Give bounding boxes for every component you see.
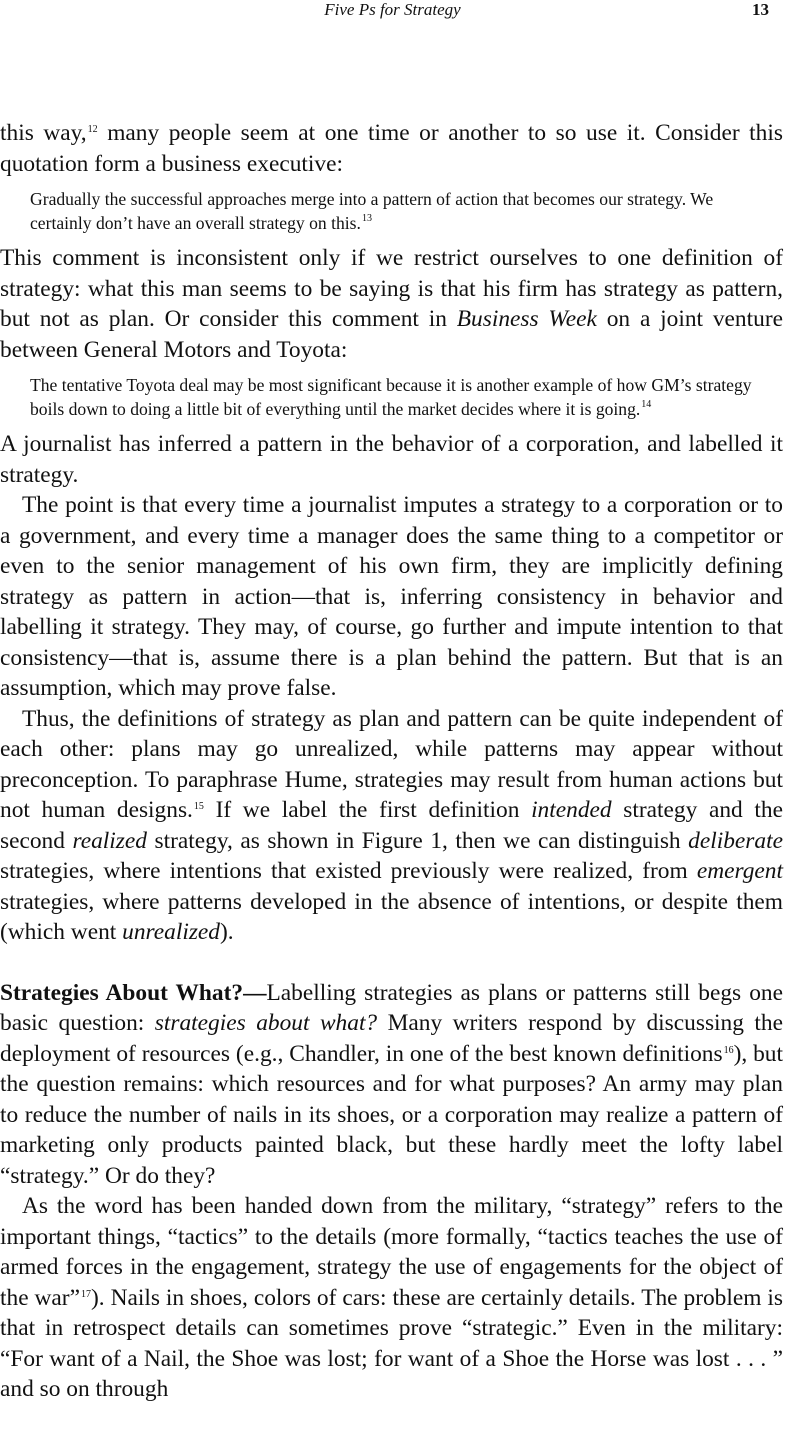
- text-run: This comment is inconsistent only if we restrict ourselves to one definition of strategy: what this man seems to be saying is that his firm has strategy as pattern, but not as plan. Or consider this comment in: [0, 245, 783, 332]
- text-run: Thus, the definitions of strategy as plan and pattern can be quite independent of each other: plans may go unrealized, while patterns may appear without preconception. To paraphrase Hume, strategies may result from human actions but not human designs.: [0, 705, 783, 823]
- text-run: strategy, as shown in Figure 1, then we can distinguish: [146, 827, 689, 854]
- text-run: As the word has been handed down from the military, “strategy” refers to the important things, “tactics” to the details (more formally, “tactics teaches the use of armed forces in the engagement, strategy the use of engagements for the object of the war”: [0, 1193, 783, 1311]
- footnote-ref-14: 14: [641, 399, 652, 410]
- term-deliberate: deliberate: [688, 827, 783, 854]
- footnote-ref-15: 15: [193, 801, 204, 812]
- paragraph-2: [0, 243, 783, 365]
- section-gap: [0, 948, 783, 978]
- footnote-ref-12: 12: [87, 124, 98, 135]
- text-run: Labelling strategies as plans or patterns still begs one basic question:: [0, 979, 783, 1036]
- text-run: many people seem at one time or another to so use it. Consider this quotation form a business executive:: [0, 120, 783, 177]
- running-title: Five Ps for Strategy: [324, 0, 461, 19]
- term-unrealized: unrealized: [122, 919, 221, 945]
- page-body: [0, 118, 785, 1405]
- paragraph-1: [0, 118, 783, 179]
- block-quote-executive: [30, 187, 770, 235]
- page-header: [0, 0, 785, 24]
- text-run: strategy and the second: [0, 797, 783, 854]
- magazine-title: Business Week: [456, 306, 597, 332]
- paragraph-7: [0, 1191, 783, 1405]
- text-run: ). Nails in shoes, colors of cars: these are certainly details. The problem is that in retrospect details can sometimes prove “strategic.” Even in the military: “For want of a Nail, the Shoe was lost; for want of a Shoe the Horse was lost . . . ” and so on through: [0, 1284, 784, 1402]
- term-emergent: emergent: [696, 858, 783, 884]
- block-quote-business-week: [30, 373, 770, 421]
- quote-text: The tentative Toyota deal may be most significant because it is another example of how GM’s strategy boils down to doing a little bit of everything until the market decides where it is going.: [30, 375, 752, 419]
- term-intended: intended: [531, 797, 612, 823]
- section-heading: Strategies About What?—: [0, 979, 267, 1006]
- footnote-ref-17: 17: [80, 1288, 91, 1300]
- text-run: ).: [220, 919, 234, 945]
- paragraph-4: The point is that every time a journalist imputes a strategy to a corporation or to a government, and every time a manager does the same thing to a competitor or even to the senior management of his own firm, they are implicitly defining strategy as pattern in action—that is, inferring consistency in behavior and labelling it strategy. They may, of course, go further and impute intention to that consistency—that is, assume there is a plan behind the pattern. But that is an assumption, which may prove false.: [0, 492, 783, 701]
- page-number: 13: [752, 0, 769, 19]
- text-run: strategies, where intentions that existed previously were realized, from: [0, 858, 697, 884]
- paragraph-5: [0, 704, 783, 948]
- footnote-ref-13: 13: [361, 213, 372, 224]
- text-run: ), but the question remains: which resources and for what purposes? An army may plan to reduce the number of nails in its shoes, or a corporation may realize a pattern of marketing only products painted black, but these hardly meet the lofty label “strategy.” Or do they?: [0, 1040, 783, 1189]
- text-run: Many writers respond by discussing the deployment of resources (e.g., Chandler, in one of the best known definitions: [0, 1010, 783, 1067]
- paragraph-6: [0, 978, 783, 1192]
- text-run: strategies, where patterns developed in the absence of intentions, or despite them (which went: [0, 888, 783, 945]
- text-run: If we label the first definition: [203, 797, 532, 823]
- paragraph-3: A journalist has inferred a pattern in the behavior of a corporation, and labelled it strategy.: [0, 431, 783, 488]
- quote-text: Gradually the successful approaches merge into a pattern of action that becomes our strategy. We certainly don’t have an overall strategy on this.: [30, 189, 714, 233]
- text-run: on a joint venture between General Motors and Toyota:: [0, 306, 783, 363]
- text-run: this way,: [0, 120, 87, 146]
- question-emphasis: strategies about what?: [154, 1010, 378, 1036]
- footnote-ref-16: 16: [723, 1044, 734, 1056]
- term-realized: realized: [72, 827, 147, 854]
